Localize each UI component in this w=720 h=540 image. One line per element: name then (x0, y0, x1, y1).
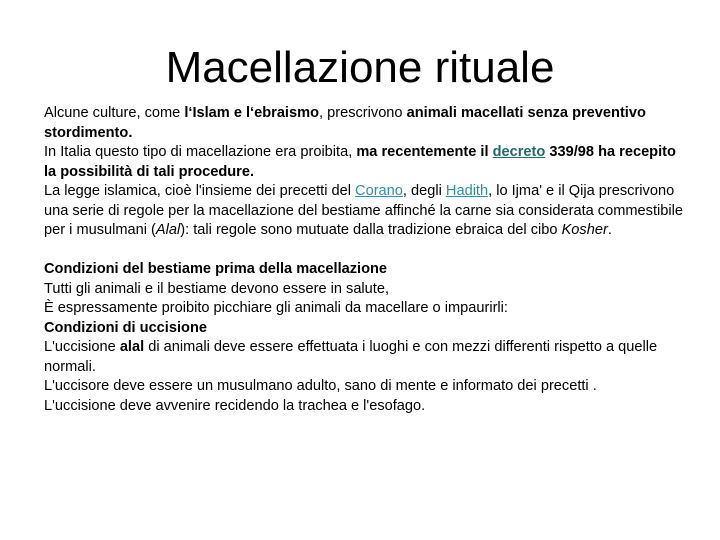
law-text-4: ): tali regole sono mutuate dalla tradizione ebraica del cibo (180, 222, 562, 238)
paragraph-spacer (44, 241, 684, 261)
law-italic-alal: Alal (155, 222, 181, 238)
law-text-2: , degli (402, 183, 446, 199)
paragraph-italy (44, 143, 684, 182)
slide-title: Macellazione rituale (165, 43, 555, 92)
slide-body (44, 104, 684, 416)
italy-text-1: In Italia questo tipo di macellazione era proibita, (44, 144, 357, 160)
law-italic-kosher: Kosher (561, 222, 608, 238)
decreto-link[interactable]: decreto (492, 144, 546, 160)
italy-bold-2: 339/98 ha recepito la possibilità di tali procedure. (44, 144, 676, 180)
intro-bold-animals: animali macellati senza preventivo stordimento. (44, 105, 646, 141)
italy-bold-1: ma recentemente il (356, 144, 493, 160)
section-killing-heading: Condizioni di uccisione (44, 319, 207, 336)
intro-text-2: , prescrivono (319, 105, 407, 121)
law-text-5: . (607, 222, 612, 238)
section-killing-line-1: L'uccisione alal di animali deve essere effettuata i luoghi e con mezzi differenti rispetto a quelle normali. (44, 339, 658, 375)
section-killing-line-3: L'uccisione deve avvenire recidendo la trachea e l'esofago. (44, 397, 426, 414)
section-livestock-line-2: È espressamente proibito picchiare gli animali da macellare o impaurirli: (44, 300, 508, 316)
killing-bold-alal: alal (119, 339, 145, 355)
paragraph-islamic-law (44, 182, 684, 241)
hadith-link[interactable]: Hadith (445, 183, 489, 199)
paragraph-intro (44, 104, 684, 143)
corano-link[interactable]: Corano (355, 183, 403, 199)
section-killing-line-2: L'uccisore deve essere un musulmano adulto, sano di mente e informato dei precetti . (44, 378, 597, 394)
section-livestock-line-1: Tutti gli animali e il bestiame devono essere in salute, (44, 280, 390, 297)
law-text-3: , lo Ijma' e il Qija prescrivono una serie di regole per la macellazione del bestiame affinché la carne sia considerata commestibile per i musulmani ( (44, 183, 683, 238)
law-text-1: La legge islamica, cioè l'insieme dei precetti del (44, 183, 356, 199)
intro-text-1: Alcune culture, come (44, 105, 185, 121)
intro-bold-religions: l‘Islam e l‘ebraismo (184, 105, 319, 121)
section-livestock-heading: Condizioni del bestiame prima della macellazione (44, 261, 388, 277)
